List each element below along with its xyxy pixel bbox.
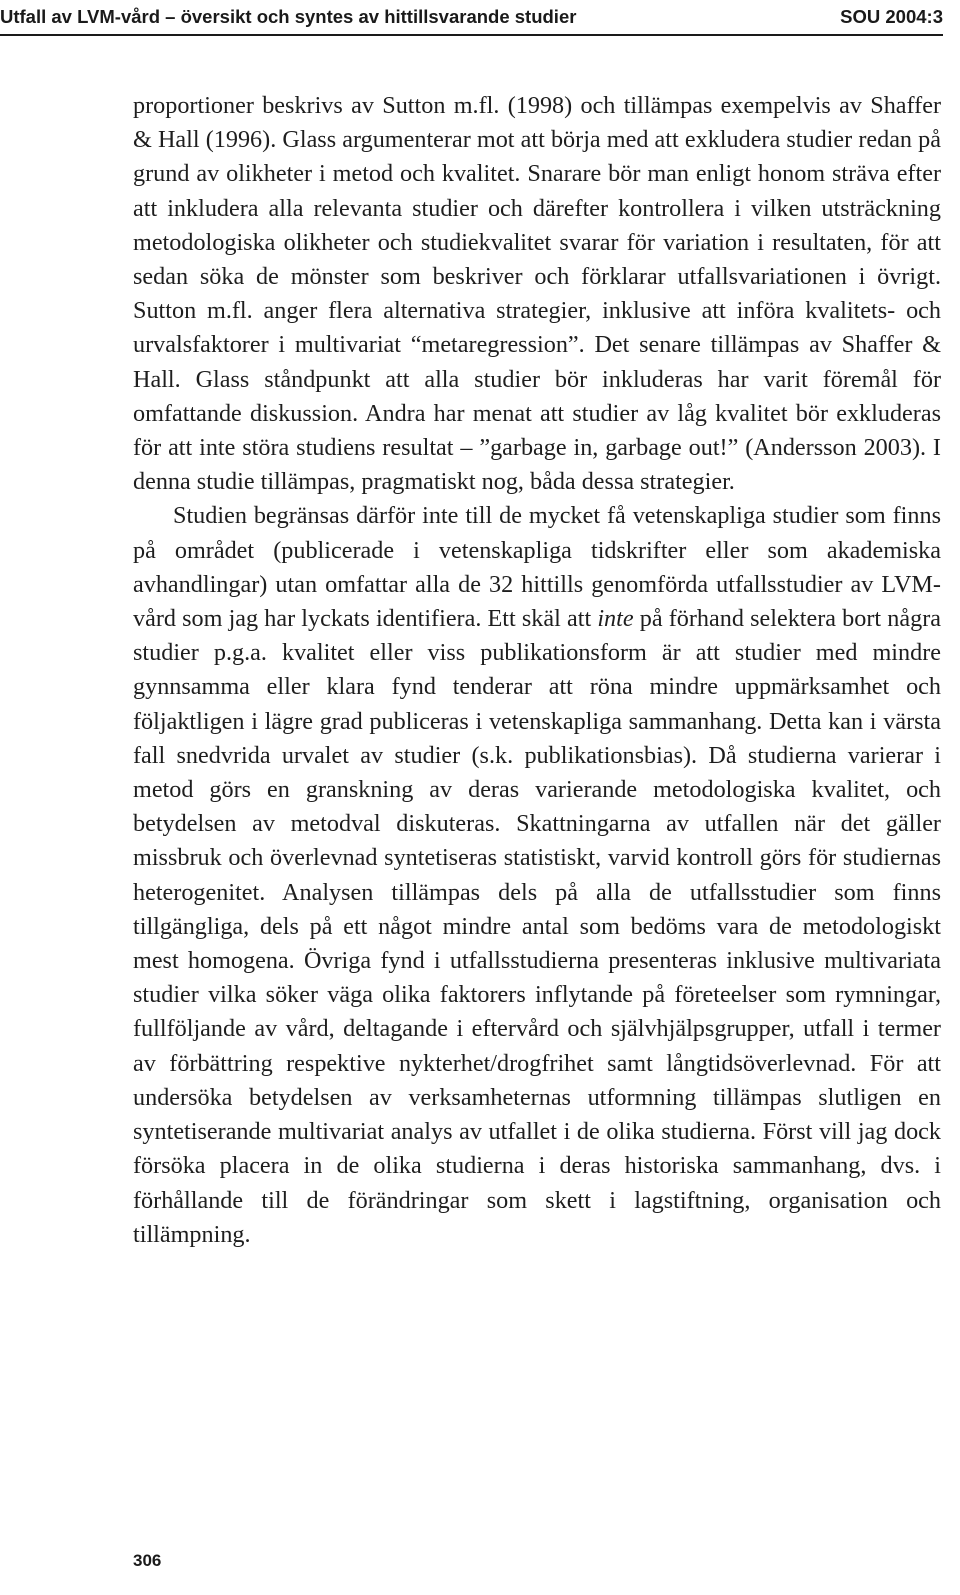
paragraph-2-start: Studien begränsas därför inte till de mycket få vetenskapliga studier som finns på området (publicerade i vetenskapliga tidskrifter eller som akademiska avhandlingar) utan omfattar alla de 32 hittills genomförda utfallsstudier av LVM-vård som jag har lyckats identifiera. Ett skäl att: [133, 502, 941, 633]
paragraph-1: proportioner beskrivs av Sutton m.fl. (1998) och tillämpas exempelvis av Shaffer & Hall (1996). Glass argumenterar mot att börja med att exkludera studier redan på grund av olikheter i metod och kvalitet. Snarare bör man enligt honom sträva efter att inkludera alla relevanta studier och därefter kontrollera i vilken utsträckning metodologiska olikheter och studiekvalitet svarar för variation i resultaten, för att sedan söka de mönster som beskriver och förklarar utfallsvariationen i övrigt. Sutton m.fl. anger flera alternativa strategier, inklusive att införa kvalitets- och urvalsfaktorer i multivariat “metaregression”. Det senare tillämpas av Shaffer & Hall. Glass ståndpunkt att alla studier bör inkluderas har varit föremål för omfattande diskussion. Andra har menat att studier av låg kvalitet bör exkluderas för att inte störa studiens resultat – ”garbage in, garbage out!” (Andersson 2003). I denna studie tillämpas, pragmatiskt nog, båda dessa strategier.: [133, 92, 941, 496]
paragraph-2-end: på förhand selektera bort några studier p.g.a. kvalitet eller viss publikationsform är att studier med mindre gynnsamma eller klara fynd tenderar att röna mindre uppmärksamhet och följaktligen i lägre grad publiceras i vetenskapliga sammanhang. Detta kan i värsta fall snedvrida urvalet av studier (s.k. publikationsbias). Då studierna varierar i metod görs en granskning av deras varierande metodologiska kvalitet, och betydelsen av metodval diskuteras. Skattningarna av utfallen när det gäller missbruk och överlevnad syntetiseras statistiskt, varvid kontroll görs för studiernas heterogenitet. Analysen tillämpas dels på alla de utfallsstudier som finns tillgängliga, dels på ett något mindre antal som bedöms vara de metodologiskt mest homogena. Övriga fynd i utfallsstudierna presenteras inklusive multivariata studier vilka söker väga olika faktorers inflytande på företeelser som rymningar, fullföljande av vård, deltagande i eftervård och självhjälpsgrupper, utfall i termer av förbättring respektive nykterhet/drogfrihet samt långtidsöverlevnad. För att undersöka betydelsen av verksamheternas utformning tillämpas slutligen en syntetiserande multivariat analys av utfallet i de olika studierna. Först vill jag dock försöka placera in de olika studierna i deras historiska sammanhang, dvs. i förhållande till de förändringar som skett i lagstiftning, organisation och tillämpning.: [133, 605, 941, 1248]
paragraph-2: [133, 499, 941, 1251]
emphasis-inte: inte: [597, 605, 634, 633]
page-number: 306: [133, 1551, 162, 1570]
body-text: [133, 89, 941, 1252]
running-title: Utfall av LVM-vård – översikt och syntes av hittillsvarande studier: [0, 6, 577, 27]
header-rule: [0, 34, 943, 36]
document-reference: SOU 2004:3: [840, 6, 943, 27]
page-header: [0, 0, 960, 36]
